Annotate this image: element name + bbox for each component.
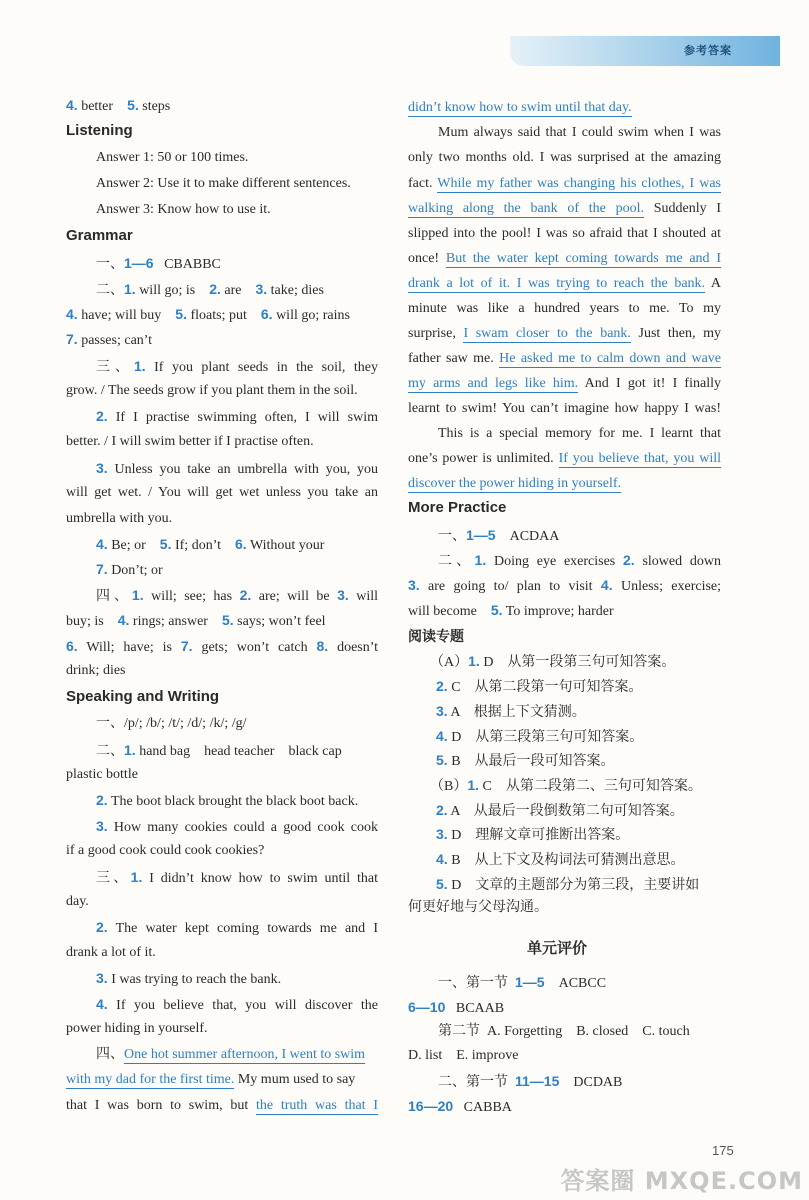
answer-line [436,702,586,722]
answer-text: DCDAB [573,1075,623,1090]
item-number: 6. [235,536,247,552]
section-marker: 二、第一节 [438,1075,508,1090]
answer-line [96,459,378,479]
answer-text: B 从上下文及构词法可猜测出意思。 [451,853,685,868]
answer-line [408,175,721,193]
answer-line [436,727,643,747]
answer-line [96,918,378,938]
item-number: 4. [96,996,108,1012]
item-number: 3. [337,587,349,603]
section-marker: 第二节 [438,1024,480,1039]
item-number: 2. [96,792,108,808]
answer-line: will get wet. / You will get wet unless you take an [66,485,378,500]
answer-line [436,677,643,697]
answer-line [438,1023,690,1041]
answer-text: doesn’t [337,640,379,655]
answer-line [408,200,721,218]
section-marker: （B） [430,779,468,794]
answer-line: umbrella with you. [66,511,173,526]
answer-line: minute was like a hundred years to me. To my [408,301,721,316]
item-number: 1. [124,281,136,297]
answer-line [66,1071,355,1089]
highlighted-text: my arms and legs like him. [408,376,579,391]
item-number: 1—5 [466,527,496,543]
answer-text: I was trying to reach the bank. [111,972,282,987]
item-number: 4. [66,97,78,113]
answer-text: better [81,99,114,114]
answer-text: buy; is [66,614,104,629]
item-number: 6. [260,306,273,322]
item-number: 1—6 [124,255,154,271]
section-marker: 一、 [96,257,124,272]
answer-line [96,535,324,555]
answer-line [408,475,621,493]
answer-line [408,576,721,596]
item-number: 1. [467,777,480,793]
item-number: 16—20 [408,1098,454,1114]
item-number: 5. [127,97,139,113]
answer-text: A. Forgetting B. closed C. touch [487,1024,690,1039]
answer-line [408,99,632,117]
item-number: 3. [96,818,108,834]
item-number: 2. [96,408,108,424]
item-number: 8. [316,638,329,654]
answer-line [96,407,378,427]
answer-line [436,850,685,870]
answer-text: D 文章的主题部分为第三段，主要讲如 [451,878,700,893]
answer-text: will; see; has [151,589,233,604]
answer-line [430,776,702,796]
more-practice-heading: More Practice [408,499,507,516]
answer-text: If I practise swimming often, I will swim [115,410,378,425]
answer-line: better. / I will swim better if I practise often. [66,434,314,449]
answer-text: If you believe that, you will discover the [116,998,378,1013]
answer-line [66,305,350,325]
answer-text: CBABBC [164,257,221,272]
answer-text: says; won’t feel [237,614,326,629]
item-number: 2. [623,552,635,568]
speaking-writing-heading: Speaking and Writing [66,688,220,705]
answer-text: C 从第二段第一句可知答案。 [451,680,643,695]
answer-text: D 从第一段第三句可知答案。 [483,655,676,670]
answer-text: Be; or [111,538,146,553]
item-number: 1. [133,358,146,374]
item-number: 2. [239,587,252,603]
answer-text: Don’t; or [111,563,163,578]
answer-line [66,330,152,350]
answer-text: ACDAA [509,529,560,544]
grammar-heading: Grammar [66,227,133,244]
answer-line [96,995,378,1015]
item-number: 2. [436,678,448,694]
highlighted-text: He asked me to calm down and wave [499,351,721,366]
answer-text: are; will be [258,589,330,604]
answer-line [96,741,342,761]
section-marker: 二、 [96,744,124,759]
answer-text: steps [142,99,171,114]
answer-line: only two months old. I was surprised at the amazing [408,150,721,165]
section-marker: 三、 [96,360,134,375]
answer-text: hand bag head teacher black cap [139,744,342,759]
answer-line: if a good cook could cook cookies? [66,843,265,858]
item-number: 5. [436,876,448,892]
answer-line: Answer 1: 50 or 100 times. [96,150,249,165]
answer-line [96,357,378,377]
answer-text: D 从第三段第三句可知答案。 [451,730,644,745]
answer-line [66,96,170,116]
highlighted-text: I swam closer to the bank. [463,326,631,341]
answer-line [96,817,378,837]
section-marker: 二、 [438,554,475,569]
item-number: 1. [468,653,480,669]
answer-line: 何更好地与父母沟通。 [408,900,548,915]
highlighted-text: But the water kept coming towards me and I [445,251,722,266]
item-number: 4. [600,577,613,593]
answer-line [430,652,675,672]
highlighted-text: didn’t know how to swim until that day. [408,100,632,115]
answer-text: A 根据上下文猜测。 [450,705,586,720]
highlighted-text: the truth was that I [256,1098,378,1113]
answer-line [96,715,247,733]
answer-line [438,551,721,571]
item-number: 4. [96,536,108,552]
answer-line [408,325,721,343]
item-number: 2. [209,281,221,297]
item-number: 3. [96,970,108,986]
answer-text: once! [408,251,440,266]
answer-line: grow. / The seeds grow if you plant them in the soil. [66,383,358,398]
answer-text: Without your [249,538,325,553]
item-number: 7. [180,638,193,654]
item-number: 3. [255,281,268,297]
answer-text: slowed down [642,554,722,569]
answer-text: I didn’t know how to swim until that [149,871,379,886]
answer-line [96,280,324,300]
item-number: 1. [131,587,144,603]
answer-text: surprise, [408,326,456,341]
item-number: 4. [66,306,78,322]
answer-line [96,254,221,274]
answer-text: passes; can’t [81,333,153,348]
answer-line [436,801,684,821]
answer-line: plastic bottle [66,767,138,782]
answer-text: father saw me. [408,351,494,366]
answer-line [408,275,721,293]
answer-text: C 从第二段第二、三句可知答案。 [482,779,702,794]
answer-line [436,825,629,845]
answer-text: My mum used to say [237,1072,356,1087]
item-number: 5. [159,536,172,552]
answer-line [438,1072,622,1092]
answer-line [408,998,504,1018]
highlighted-text: drank a lot of it. I was trying to reach the bank. [408,276,706,291]
answer-text: are going to/ plan to visit [428,579,593,594]
answer-text: fact. [408,176,433,191]
highlighted-text: One hot summer afternoon, I went to swim [124,1047,366,1062]
answer-line [96,560,163,580]
item-number: 7. [66,331,78,347]
section-marker: 四、 [96,589,132,604]
answer-line [96,586,378,606]
section-marker: （A） [430,655,469,670]
answer-text: B 从最后一段可知答案。 [451,754,615,769]
watermark-logo: 答案圈 MXQE.COM [560,1167,803,1195]
answer-text: If; don’t [174,538,221,553]
answer-line: Answer 2: Use it to make different sentences. [96,176,351,191]
answer-line [96,969,281,989]
item-number: 4. [117,612,130,628]
section-marker: 一、 [96,716,124,731]
item-number: 3. [96,460,108,476]
item-number: 5. [436,752,448,768]
answer-text: A 从最后一段倒数第二句可知答案。 [450,804,684,819]
answer-text: gets; won’t catch [201,640,308,655]
item-number: 3. [408,577,420,593]
item-number: 1. [130,869,143,885]
answer-line: D. list E. improve [408,1048,519,1063]
answer-text: /p/; /b/; /t/; /d/; /k/; /g/ [124,716,247,731]
item-number: 1. [124,742,136,758]
answer-text: rings; answer [132,614,208,629]
item-number: 1—5 [515,974,545,990]
item-number: 1. [474,552,487,568]
answer-text: will go; rains [276,308,350,323]
section-marker: 四、 [96,1047,124,1062]
highlighted-text: with my dad for the first time. [66,1072,235,1087]
unit-evaluation-heading: 单元评价 [527,940,588,957]
item-number: 3. [436,703,448,719]
item-number: 2. [96,919,108,935]
answer-text: To improve; harder [505,604,614,619]
answer-text: Will; have; is [86,640,172,655]
highlighted-text: walking along the bank of the pool. [408,201,644,216]
answer-line [66,637,378,657]
answer-line [408,450,721,468]
answer-line [408,250,721,268]
answer-text: take; dies [270,283,324,298]
item-number: 5. [221,612,234,628]
answer-text: A [710,276,721,291]
answer-line [96,791,358,811]
highlighted-text: While my father was changing his clothes, I was [437,176,721,191]
section-header-bar [510,36,780,66]
answer-line [408,350,721,368]
answer-text: floats; put [190,308,247,323]
section-marker: 三、 [96,871,131,886]
section-marker: 二、 [96,283,124,298]
answer-text: Unless you take an umbrella with you, you [114,462,379,477]
answer-line: learnt to swim! You can’t imagine how happy I was! [408,401,721,416]
answer-text: And I got it! I finally [584,376,721,391]
item-number: 4. [436,851,448,867]
answer-line: day. [66,894,89,909]
section-marker: 一、第一节 [438,976,508,991]
listening-heading: Listening [66,122,133,139]
answer-line [436,751,615,771]
item-number: 2. [436,802,448,818]
answer-line: slipped into the pool! I was so afraid that I shouted at [408,226,721,241]
item-number: 4. [436,728,448,744]
answer-text: are [224,283,242,298]
answer-line: Mum always said that I could swim when I was [438,125,721,140]
answer-line [438,526,559,546]
answer-line [408,1097,512,1117]
answer-line [66,1097,378,1115]
item-number: 6—10 [408,999,446,1015]
answer-text: The water kept coming towards me and I [115,921,378,936]
answer-text: Doing eye exercises [493,554,616,569]
answer-text: ACBCC [558,976,607,991]
answer-text: D 理解文章可推断出答案。 [451,828,630,843]
answer-text: If you plant seeds in the soil, they [154,360,378,375]
page-number: 175 [712,1143,734,1158]
answer-line [96,1046,365,1064]
answer-line [408,375,721,393]
item-number: 3. [436,826,448,842]
section-marker: 一、 [438,529,466,544]
answer-text: The boot black brought the black boot back. [110,794,359,809]
answer-line: drink; dies [66,663,126,678]
answer-text: Just then, my [638,326,722,341]
answer-line [96,868,378,888]
reading-heading: 阅读专题 [408,628,464,644]
answer-line: power hiding in yourself. [66,1021,208,1036]
answer-line: drank a lot of it. [66,945,156,960]
answer-text: will [356,589,379,604]
item-number: 6. [66,638,78,654]
answer-text: that I was born to swim, but [66,1098,249,1113]
answer-text: Suddenly I [653,201,721,216]
item-number: 7. [96,561,108,577]
section-header-label: 参考答案 [684,44,732,57]
answer-text: one’s power is unlimited. [408,451,554,466]
answer-line: Answer 3: Know how to use it. [96,202,271,217]
answer-text: have; will buy [81,308,162,323]
answer-text: will become [408,604,477,619]
item-number: 5. [175,306,187,322]
highlighted-text: discover the power hiding in yourself. [408,476,622,491]
answer-text: How many cookies could a good cook cook [113,820,378,835]
answer-line [438,973,606,993]
item-number: 11—15 [515,1073,560,1089]
highlighted-text: If you believe that, you will [558,451,721,466]
answer-text: will go; is [139,283,196,298]
answer-text: Unless; exercise; [620,579,722,594]
answer-text: CABBA [463,1100,512,1115]
answer-line [436,875,699,895]
answer-line [408,601,614,621]
answer-line [66,611,326,631]
answer-text: BCAAB [455,1001,505,1016]
item-number: 5. [490,602,503,618]
answer-line: This is a special memory for me. I learnt that [438,426,721,441]
